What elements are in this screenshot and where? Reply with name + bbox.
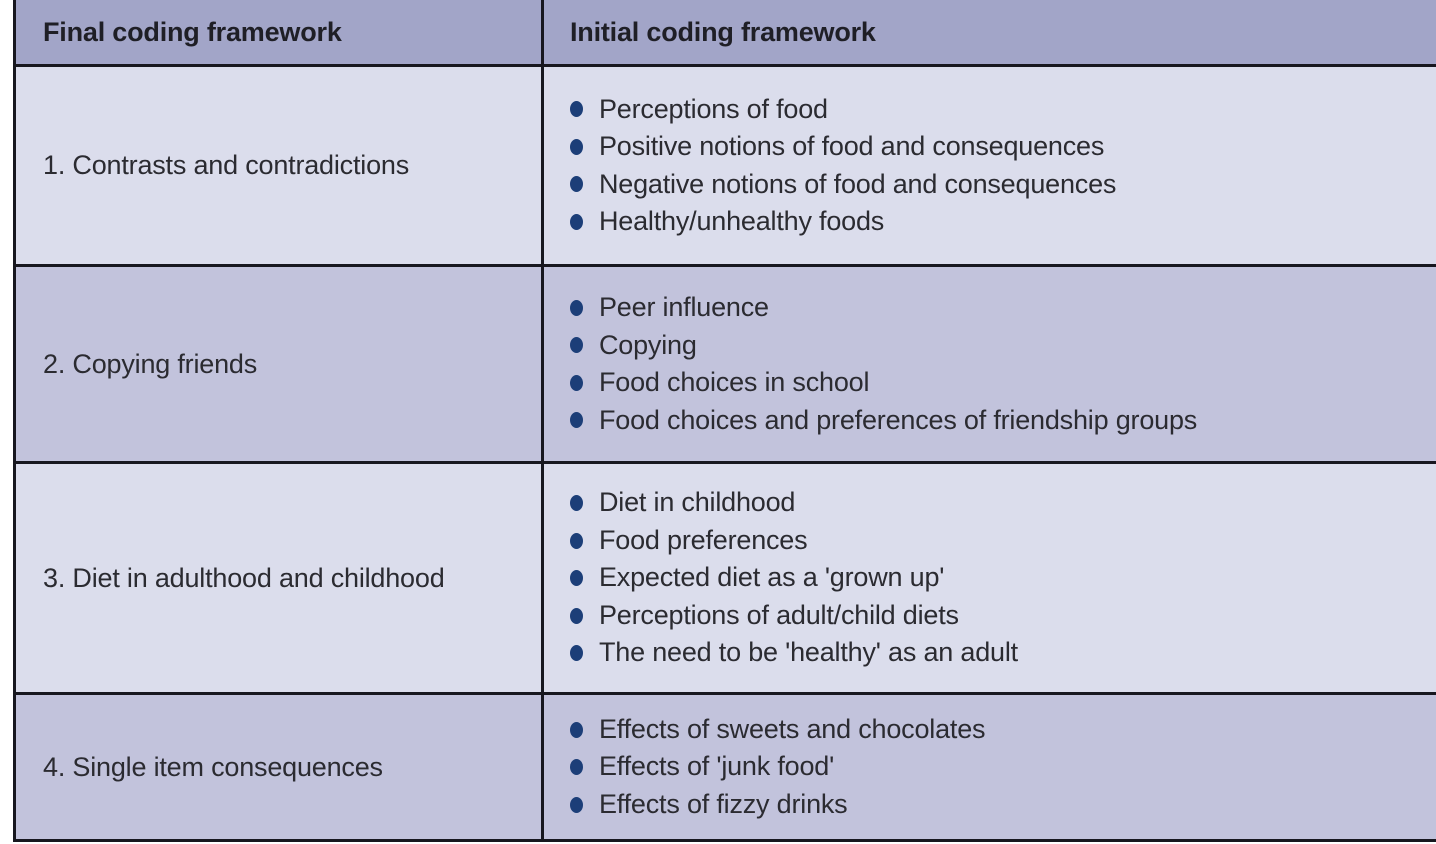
code-label: Perceptions of food [599, 93, 828, 124]
bullet-icon [570, 533, 583, 549]
table-row [16, 464, 1436, 695]
final-theme-cell [16, 464, 544, 692]
table-row [16, 695, 1436, 839]
header-cell-initial [544, 0, 1436, 64]
list-item [570, 522, 1018, 560]
code-label: Healthy/unhealthy foods [599, 206, 885, 236]
list-item [570, 166, 1116, 204]
list-item [570, 597, 1018, 635]
coding-framework-table [13, 0, 1436, 842]
list-item [570, 327, 1197, 365]
list-item [570, 203, 1116, 241]
list-item [570, 484, 1018, 522]
table-header-row [16, 0, 1436, 67]
final-theme-label: 2. Copying friends [43, 348, 258, 379]
header-cell-final [16, 0, 544, 64]
code-label: Effects of sweets and chocolates [599, 713, 986, 744]
list-item [570, 748, 985, 786]
list-item [570, 289, 1197, 327]
code-label: Positive notions of food and consequences [599, 131, 1105, 161]
code-label: Food choices in school [599, 367, 870, 397]
code-label: Effects of fizzy drinks [599, 788, 848, 819]
table-row [16, 67, 1436, 267]
list-item [570, 128, 1116, 166]
bullet-icon [570, 570, 583, 586]
list-item [570, 559, 1018, 597]
final-theme-cell [16, 267, 544, 461]
initial-codes-cell [544, 464, 1436, 692]
code-label: Diet in childhood [599, 487, 796, 518]
bullet-icon [570, 645, 583, 661]
column-header-final: Final coding framework [43, 16, 342, 47]
list-item [570, 786, 985, 824]
initial-codes-cell [544, 267, 1436, 461]
initial-codes-cell [544, 695, 1436, 839]
final-theme-cell [16, 67, 544, 264]
bullet-icon [570, 214, 583, 230]
table-row [16, 267, 1436, 464]
code-label: Negative notions of food and consequences [599, 168, 1117, 199]
code-label: Expected diet as a 'grown up' [599, 562, 945, 593]
code-label: Effects of 'junk food' [599, 751, 835, 782]
bullet-icon [570, 495, 583, 511]
final-theme-cell [16, 695, 544, 839]
list-item [570, 634, 1018, 672]
list-item [570, 711, 985, 749]
code-label: Copying [599, 329, 697, 360]
code-label: Food choices and preferences of friendship groups [599, 404, 1198, 435]
bullet-icon [570, 759, 583, 775]
list-item [570, 364, 1197, 402]
bullet-icon [570, 176, 583, 192]
bullet-icon [570, 797, 583, 813]
bullet-icon [570, 722, 583, 738]
bullet-icon [570, 375, 583, 391]
initial-codes-cell [544, 67, 1436, 264]
bullet-icon [570, 608, 583, 624]
bullet-icon [570, 300, 583, 316]
final-theme-label: 3. Diet in adulthood and childhood [43, 562, 445, 593]
column-header-initial: Initial coding framework [570, 16, 876, 47]
initial-codes-list [570, 484, 1018, 672]
final-theme-label: 1. Contrasts and contradictions [43, 150, 409, 180]
list-item [570, 402, 1197, 440]
bullet-icon [570, 101, 583, 117]
bullet-icon [570, 139, 583, 155]
initial-codes-list [570, 91, 1116, 241]
bullet-icon [570, 337, 583, 353]
final-theme-label: 4. Single item consequences [43, 751, 383, 782]
list-item [570, 91, 1116, 129]
code-label: The need to be 'healthy' as an adult [599, 637, 1018, 668]
code-label: Food preferences [599, 524, 808, 555]
initial-codes-list [570, 289, 1197, 439]
code-label: Perceptions of adult/child diets [599, 599, 959, 630]
code-label: Peer influence [599, 292, 769, 322]
bullet-icon [570, 412, 583, 428]
initial-codes-list [570, 711, 985, 824]
